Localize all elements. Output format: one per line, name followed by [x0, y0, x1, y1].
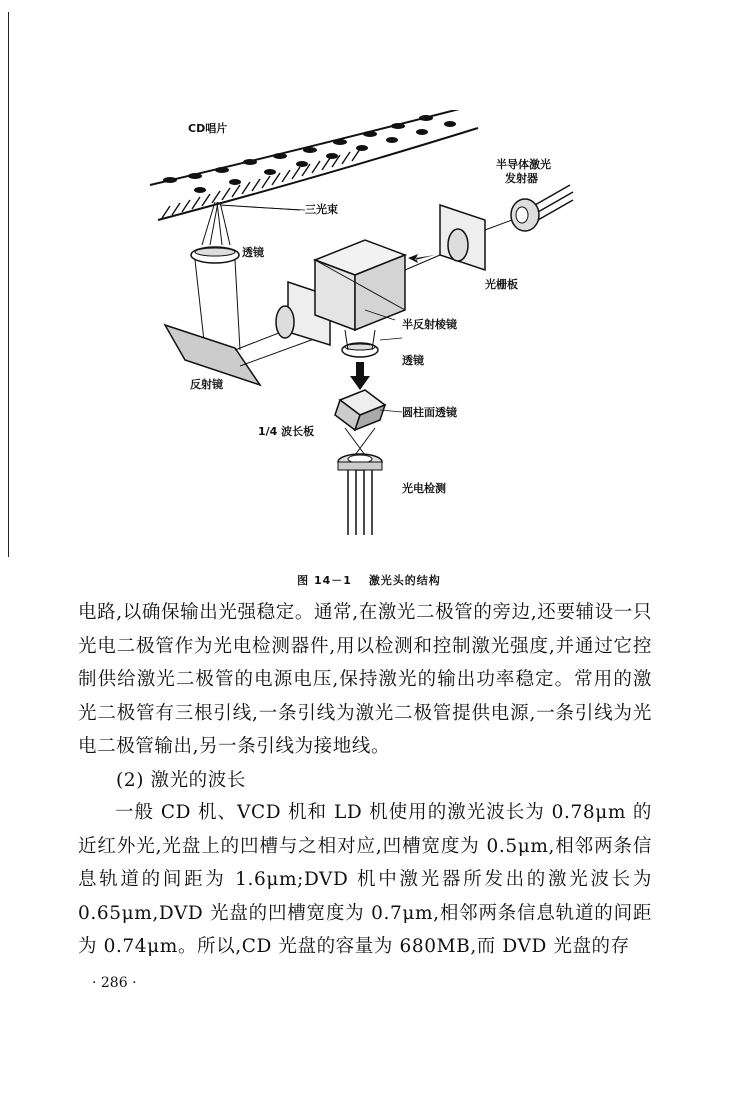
label-photo-detector: 光电检测: [402, 482, 446, 495]
body-paragraph-1: [78, 596, 652, 764]
figure-number: 图 14－1: [297, 574, 352, 587]
label-cd-disc: CD唱片: [188, 122, 228, 135]
heading-text: (2) 激光的波长: [116, 770, 246, 791]
label-quarter-wave-plate: 1/4 波长板: [258, 425, 315, 438]
middle-lens: [276, 306, 294, 338]
bottom-lens: [342, 330, 378, 357]
label-lens-top: 透镜: [242, 246, 264, 259]
half-mirror-prism: [315, 240, 405, 330]
figure-title: 激光头的结构: [368, 574, 441, 587]
figure-caption: [0, 572, 738, 588]
label-grating: 光栅板: [485, 278, 518, 291]
section-heading: [116, 764, 690, 798]
down-arrow: [350, 362, 370, 390]
page-number: · 286 ·: [92, 975, 137, 991]
three-beams: [202, 202, 300, 245]
label-laser-emitter-1: 半导体激光: [496, 158, 551, 171]
label-laser-emitter-2: 发射器: [505, 172, 538, 185]
laser-head-diagram-svg: [140, 110, 600, 550]
paragraph-text: 一般 CD 机、VCD 机和 LD 机使用的激光波长为 0.78μm 的近红外光,光盘上的凹槽与之相对应,凹槽宽度为 0.5μm,相邻两条信息轨道的间距为 1.6μm;DVD 机中激光器所发出的激光波长为 0.65μm,DVD 光盘的凹槽宽度为 0.7μm,相邻两条信息轨道的间距为 0.74μm。所以,CD 光盘的容量为 680MB,而 DVD 光盘的存: [78, 802, 652, 957]
label-mirror: 反射镜: [190, 378, 223, 391]
top-lens: [191, 247, 239, 263]
cylindrical-lens: [335, 390, 385, 430]
page-margin-line: [8, 12, 9, 557]
photo-detector: [338, 454, 382, 535]
laser-head-diagram: [140, 110, 600, 550]
grating-lens: [448, 229, 468, 261]
laser-emitter: [485, 185, 573, 231]
paragraph-text: 电路,以确保输出光强稳定。通常,在激光二极管的旁边,还要辅设一只光电二极管作为光电检测器件,用以检测和控制激光强度,并通过它控制供给激光二极管的电源电压,保持激光的输出功率稳定。常用的激光二极管有三根引线,一条引线为激光二极管提供电源,一条引线为光电二极管输出,另一条引线为接地线。: [78, 602, 652, 757]
label-half-mirror-prism: 半反射棱镜: [402, 318, 457, 331]
label-lens-bottom: 透镜: [402, 354, 424, 367]
body-paragraph-2: [78, 796, 652, 964]
label-cylindrical-lens: 圆柱面透镜: [402, 406, 457, 419]
label-three-beams: 三光束: [305, 203, 338, 216]
mirror: [165, 325, 260, 385]
